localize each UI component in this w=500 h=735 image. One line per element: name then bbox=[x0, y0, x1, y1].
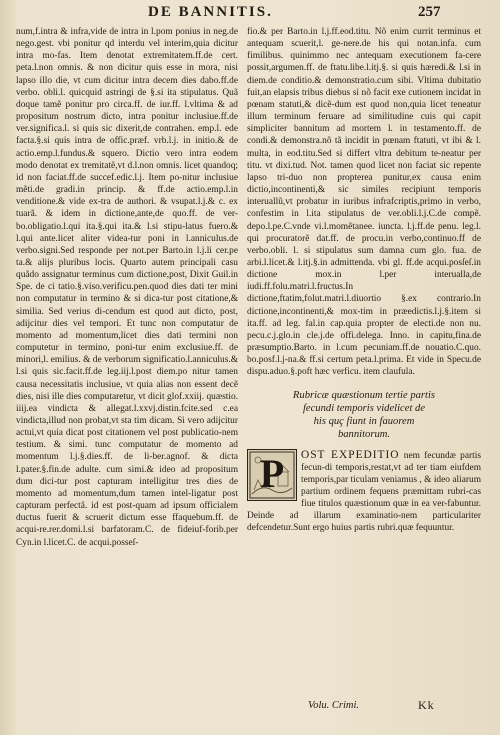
section-text: nem fecundæ partis fecun-di temporis,restat,vt ad ter tiam eiufdem temporis,par ticulam veniamus , & ideo aliarum partium ordinem fequens præmittam rubri-cas fiue titulos quæstionum quæ in ea ver-fabuntur. Deinde ad illarum examinatio-nem particulariter defcendetur.Sunt ergo huius partis rubri.quæ fequuntur. bbox=[247, 450, 481, 534]
page-number: 257 bbox=[418, 4, 441, 20]
page-footer bbox=[308, 700, 488, 716]
right-column-text: fio.& per Barto.in l.j.ff.eod.titu. Nõ enim currit terminus et antequam scuerit,l. ge-nere.de his qui notan.infa. cum fimilibus. quinimmo nec antequam executionem fa-cere possit,argumen.ff. de ftatu.libe.l.itj.§. si quis hæredi.& l.si in diem.de conditio.& demonstratio.cum sibi. Vltima dubitatio fuit,an elapsis tribus diebus si nõ facit exe cutionem incidat in pœnam statuti,& dicẽ-dum est quod non,quia licet teneatur illum terminum feruare ad similitudine cuis qui capit simpliciter bannitum ad mortem l. in testamento.ff. de condi.& demonstra.nõ tã incidit in pœnam ftatuti, vt ibi & l. multa, in eod.titu.Sed si differt vltra debitum te-neatur per titu. vt dixi.tud. Not. tamen quod licet non faciat sic repente lapso tri-duo non propterea punitur,ex causa enim dictio,incontinenti,& sic similes recipiunt temporis interuallũ,vt probatur in iuribus infrafcriptis,primo in verbo, confestim in l.ita stipulatus de ver.obli.l.j.C.de compẽ. depo.l.pe.C.vnde vi.l.momẽtanee. iuncta. l.j.ff.de penu. leg.l. qui procuratorẽ dat.ff. de procu.in verbo,continuo.ff de verbo.obli. l. si stipulatus sum damna cum glo. fua. de arbi.l.licet.& l.itj.§.in admittenda. vbi gl. ff.de acqui.posſeſ.in dictione mox.in l.per interualla,de iudi.ff.folu.matri.l.fructus.In dictione,ftatim,folut.matri.l.diuortio §.ex contrario.In dictione,incontinenti,& mox-tim in præedictis.l.j.§.item si ita.ff. ad leg. fal.in cap.quia propter de electi.de non nu. pecu.c.j.glo.in cle.j.de offi.delega. Inno. in capitu,fina.de præsumptio.Barto. in l.cum pecuniam.ff.de nouatio.C.quo. bo.posf.l.j-na.& ff.si certum peta.l.prima. Et vide in Specu.de dispu.aduo.§.poft hæc verficu. item claufula. bbox=[247, 27, 481, 378]
rubric-heading bbox=[251, 389, 477, 441]
right-column bbox=[247, 26, 481, 726]
rubric-line-1: Rubricæ quæstionum tertie partis bbox=[292, 389, 436, 401]
rubric-line-4: bannitorum. bbox=[337, 428, 391, 440]
decorated-initial bbox=[247, 449, 297, 501]
section-opening bbox=[247, 449, 481, 535]
dropcap-letter: P bbox=[259, 450, 285, 496]
running-title: DE BANNITIS. bbox=[148, 4, 273, 20]
rubric-line-3: his quç fiunt in fauorem bbox=[313, 415, 415, 427]
rubric-line-2: fecundi temporis videlicet de bbox=[302, 402, 426, 414]
left-column-text: num,f.intra & infra,vide de intra in l.pom ponius in neg.de nego.gest. vbi ponitur qd interdu vel interim,quia dicitur intra mo-fas. Item denotat extremitatem.ff.de cert. peta.l.non omnis. & non dicitur quis esse in mora, nisi lapso illo die, vt cum dicitur intra decem dies dabo.ff.de verbo. obli.l. quicquid astringi de §.si ita stipulatus. Quã doque tamẽ ponitur pro circa.ff. de iur.ff. l.vltima & ad propositum nostrum dicto, intra ponitur inclusiue.ff.de ver.significa.l. si quis sic dixerit,de contrahen. emp.l. ede facta.§.si quis intra de offic.præf. vrb.l.j. in initio.& de actio.emp.l.fundus.& squero. Dictio vero intra eodem modo denotat ex tremitatẽ,vt d.l.non omnis. licet quandoq; id non faciat.ff.de succef.edic.l.j. Item po-nitur inclusiue mẽti.de gradi.in princip. & ff.de actio.emp.l.in venditione.& vide ex-tra de authori. & vsupat.l.j.& c. ex tuarã. & idem in dictione,ante,de quo.ff. de ver-bo.obligatio.l.qui ita.§.qui ita.& l.si stipu-latus fuero.& l.qui ante.licet aliter videa-tur poni in l.anniculus.de verbo.signi.Sed responde per not.per Barto.in l.j.li cer.pe ta.& alijs pluribus locis. Quarto autem principali casu quãdo assignatur terminus cum dictione,post, Dixit Guil.in Spe. de ci tatio.§.viso.verificu.pen.quod dies dati ter mini non computatur in termino & si dica-tur post citatione,& similia. Sed verius di-cendum est quod aut dicto, post, adijcitur dies vel tempori. Et tunc non computatur de momento ad momentum,licet dies dati termini non computetur in termino, poni-tur enim exclusiue.ff. de minori,l. emilius. & de verborum significatio.l.anniculus.& l.si quis sic.facit.ff.de leg.iij.l.post diem.po nitur tamen causa necessitatis inclusiue, vt quia alias non essent decẽ dies, nisi ille dies computaretur, vt dicit glof.xxiij. quæstio. iiij.ea vindicta & allegat.l.xxvj.distin.fcite.sed c.ea vindicta,illud non probat,vt sta tim dicam. Si vero adijcitur actui,vt quia dicat post citationem vel post publicatio-nem testium. & simi. tunc computatur de momento ad momentum l.j.§.dies.ff. de li-ber.agnof. & dicta l.pater.§.fin.de adulte. cum simi.& ideo ad propositum dum dici-tur post capturam intelligitur tres dies de momento ad momentum,dum tamen intel-ligatur post capturam perfectã. id est post-quam ad ipsum officialem ductus fuerit & scruerit dictum esse ffaquebum.ff. de acqui-re.rer.domi.l.si barfatoram.C. de fideiuf-forib.per Cyn.in l.licet.C. de acqui.posseſ- bbox=[16, 27, 238, 548]
volume-title: Volu. Crimi. bbox=[308, 700, 360, 711]
signature-mark: Kk bbox=[418, 698, 435, 712]
section-lead: OST EXPEDITIO bbox=[301, 448, 400, 461]
left-column bbox=[16, 26, 238, 726]
page-header bbox=[0, 4, 500, 24]
